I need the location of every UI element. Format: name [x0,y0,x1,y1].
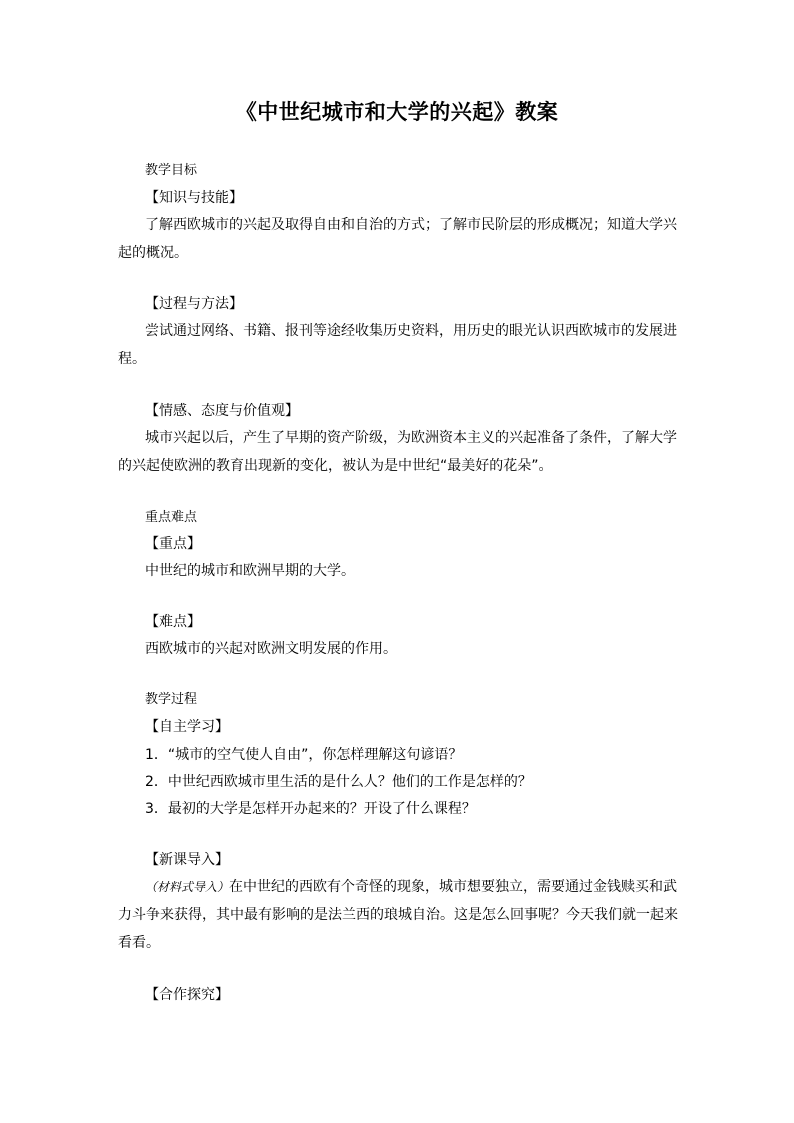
self-study-item: 2．中世纪西欧城市里生活的是什么人？他们的工作是怎样的？ [145,774,532,790]
intro-label: 【新课导入】 [145,852,229,868]
procedure-heading: 教学过程 [145,692,198,707]
focus-text: 中世纪的城市和欧洲早期的大学。 [145,563,355,579]
process-text: 尝试通过网络、书籍、报刊等途经收集历史资料，用历史的眼光认识西欧城市的发展进程。 [118,323,677,367]
difficulty-label: 【难点】 [145,614,201,630]
cooperation-label: 【合作探究】 [145,987,229,1003]
objectives-heading: 教学目标 [145,163,198,178]
intro-text: 在中世纪的西欧有个奇怪的现象，城市想要独立，需要通过金钱赎买和武力斗争来获得，其中最有影响的是法兰西的琅城自治。这是怎么回事呢？今天我们就一起来看看。 [118,879,678,951]
document-title: 《中世纪城市和大学的兴起》教案 [235,99,559,124]
knowledge-text: 了解西欧城市的兴起及取得自由和自治的方式；了解市民阶层的形成概况；知道大学兴起的概况。 [118,217,677,261]
self-study-item: 1．“城市的空气使人自由”，你怎样理解这句谚语？ [145,747,463,763]
intro-tag: （材料式导入） [145,880,230,894]
difficulty-text: 西欧城市的兴起对欧洲文明发展的作用。 [145,641,397,657]
self-study-item: 3．最初的大学是怎样开办起来的？开设了什么课程？ [145,801,476,817]
intro-paragraph [118,873,678,957]
knowledge-label: 【知识与技能】 [145,190,243,206]
emotion-text: 城市兴起以后，产生了早期的资产阶级，为欧洲资本主义的兴起准备了条件，了解大学的兴起使欧洲的教育出现新的变化，被认为是中世纪“最美好的花朵”。 [118,430,677,474]
emotion-label: 【情感、态度与价值观】 [145,403,299,419]
self-study-label: 【自主学习】 [145,719,229,735]
focus-label: 【重点】 [145,536,201,552]
key-points-heading: 重点难点 [145,510,198,525]
process-label: 【过程与方法】 [145,296,243,312]
